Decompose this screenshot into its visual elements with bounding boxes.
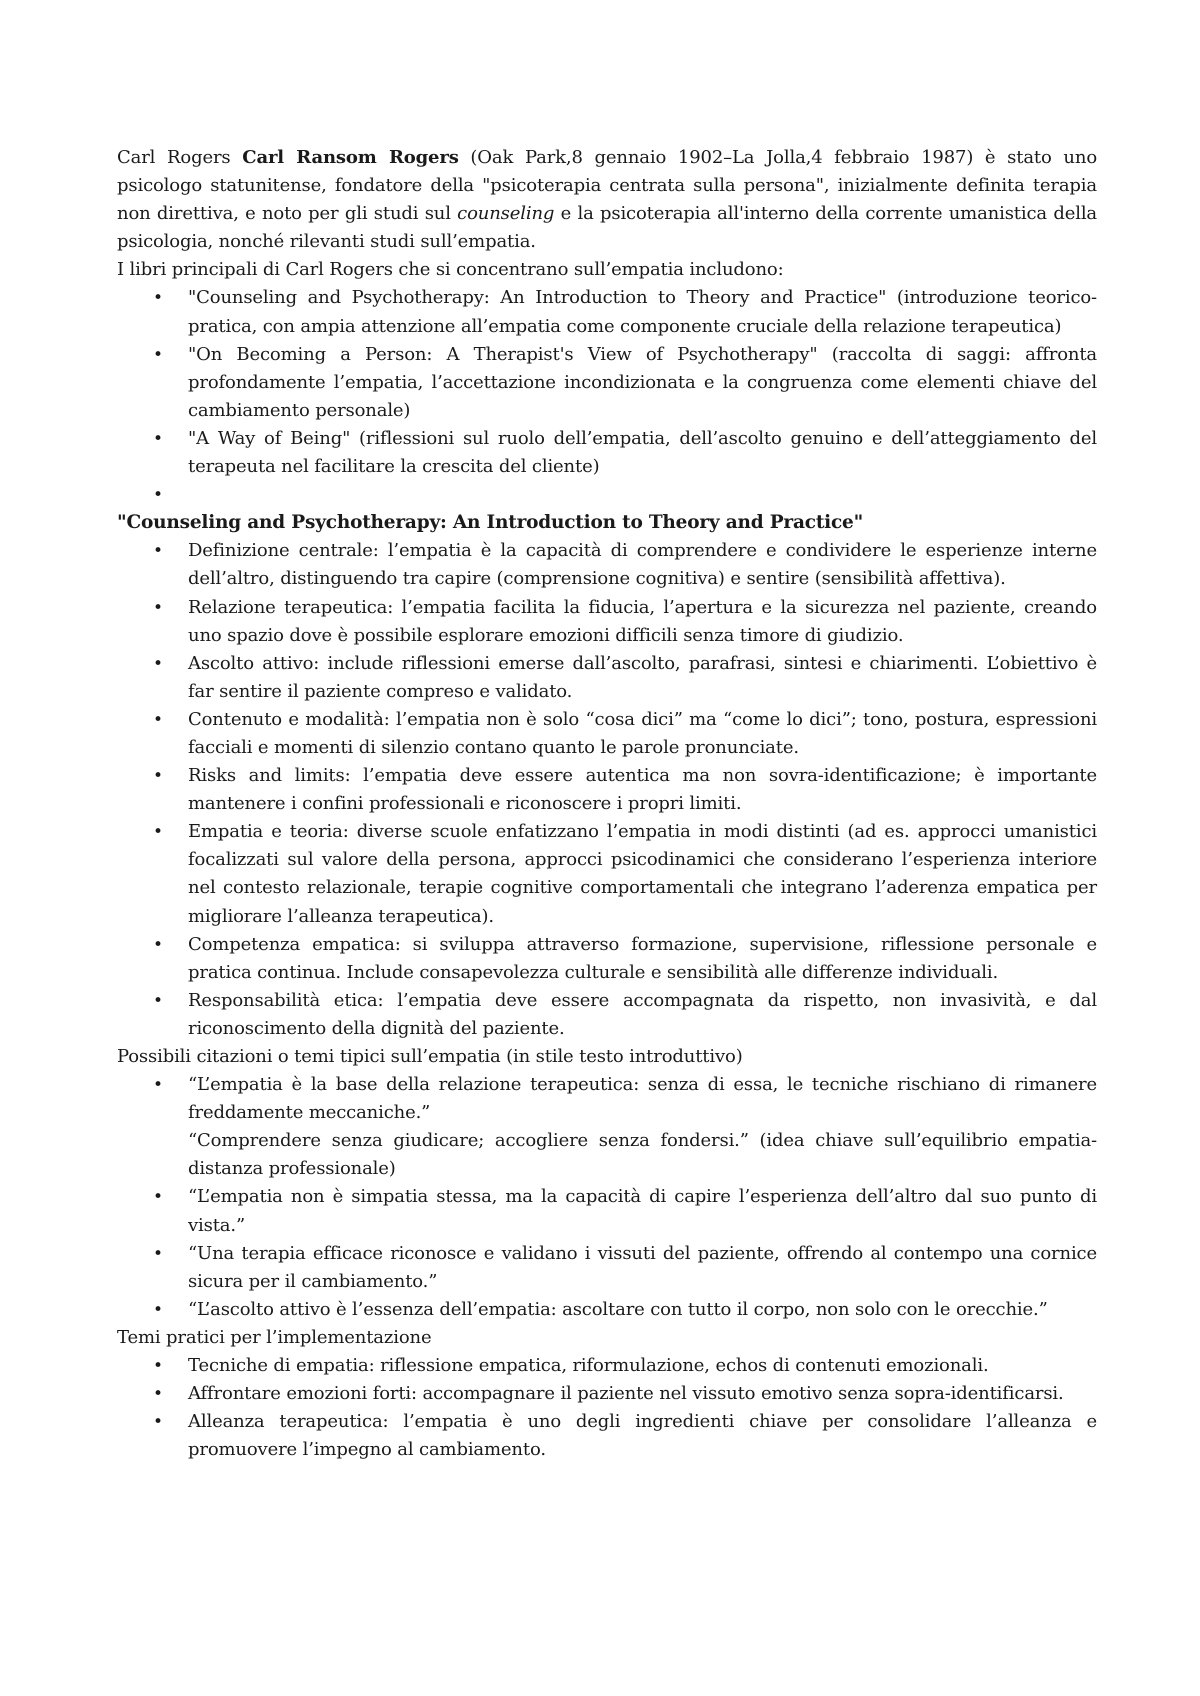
intro-text-a: (Oak Park,8 gennaio 1902–La Jolla,4 febbraio 1987) è stato uno psicologo statunitense, fondatore della "psicoterapia centrata sulla persona", inizialmente definita terapia non direttiva, e noto per gli studi sul: [117, 147, 1098, 225]
list-item: • Responsabilità etica: l’empatia deve essere accompagnata da rispetto, non invasività, e dal riconoscimento della dignità del paziente.: [188, 987, 1097, 1043]
list-item: • Definizione centrale: l’empatia è la capacità di comprendere e condividere le esperienze interne dell’altro, distinguendo tra capire (comprensione cognitiva) e sentire (sensibilità affettiva).: [188, 537, 1097, 593]
list-item: • Risks and limits: l’empatia deve essere autentica ma non sovra-identificazione; è importante mantenere i confini professionali e riconoscere i propri limiti.: [188, 762, 1097, 818]
document-page: [117, 144, 1097, 1464]
list-item: • "On Becoming a Person: A Therapist's View of Psychotherapy" (raccolta di saggi: affronta profondamente l’empatia, l’accettazione incondizionata e la congruenza come elementi chiave del cambiamento personale): [188, 341, 1097, 425]
intro-italic: counseling: [457, 203, 555, 225]
section-title: "Counseling and Psychotherapy: An Introduction to Theory and Practice": [117, 512, 864, 534]
intro-paragraph: [117, 144, 1097, 256]
list-item: [188, 1071, 1097, 1183]
list-item: • "Counseling and Psychotherapy: An Introduction to Theory and Practice" (introduzione teorico-pratica, con ampia attenzione all’empatia come componente cruciale della relazione terapeutica): [188, 284, 1097, 340]
section-list: [117, 537, 1097, 1043]
list-item: • Competenza empatica: si sviluppa attraverso formazione, supervisione, riflessione personale e pratica continua. Include consapevolezza culturale e sensibilità alle differenze individuali.: [188, 931, 1097, 987]
list-item: • Empatia e teoria: diverse scuole enfatizzano l’empatia in modi distinti (ad es. approcci umanistici focalizzati sul valore della persona, approcci psicodinamici che considerano l’esperienza interiore nel contesto relazionale, terapie cognitive comportamentali che integrano l’aderenza empatica per migliorare l’alleanza terapeutica).: [188, 818, 1097, 930]
list-item: • Relazione terapeutica: l’empatia facilita la fiducia, l’apertura e la sicurezza nel paziente, creando uno spazio dove è possibile esplorare emozioni difficili senza timore di giudizio.: [188, 594, 1097, 650]
intro-name: Carl Ransom Rogers: [242, 147, 459, 168]
intro-lead: Carl Rogers: [117, 147, 243, 168]
list-item: • Contenuto e modalità: l’empatia non è solo “cosa dici” ma “come lo dici”; tono, postura, espressioni facciali e momenti di silenzio contano quanto le parole pronunciate.: [188, 706, 1097, 762]
quotes-list: [117, 1071, 1097, 1324]
list-item: • “L’empatia non è simpatia stessa, ma la capacità di capire l’esperienza dell’altro dal suo punto di vista.”: [188, 1183, 1097, 1239]
intro-text-b: e la psicoterapia all'interno della corrente umanistica della psicologia, nonché rilevanti studi sull’empatia.: [117, 203, 1098, 253]
themes-list: [117, 1352, 1097, 1464]
list-item-empty: [188, 481, 1097, 509]
books-list: [117, 284, 1097, 509]
list-item: • “L’ascolto attivo è l’essenza dell’empatia: ascoltare con tutto il corpo, non solo con le orecchie.”: [188, 1296, 1097, 1324]
quotes-heading: Possibili citazioni o temi tipici sull’empatia (in stile testo introduttivo): [117, 1046, 743, 1067]
list-item: • “Una terapia efficace riconosce e validano i vissuti del paziente, offrendo al contempo una cornice sicura per il cambiamento.”: [188, 1240, 1097, 1296]
list-item: • "A Way of Being" (riflessioni sul ruolo dell’empatia, dell’ascolto genuino e dell’atteggiamento del terapeuta nel facilitare la crescita del cliente): [188, 425, 1097, 481]
books-heading: I libri principali di Carl Rogers che si concentrano sull’empatia includono:: [117, 259, 784, 281]
list-item: • Tecniche di empatia: riflessione empatica, riformulazione, echos di contenuti emozionali.: [188, 1352, 1097, 1380]
quote-first-b: “Comprendere senza giudicare; accogliere senza fondersi.” (idea chiave sull’equilibrio empatia-distanza professionale): [188, 1130, 1097, 1180]
quote-first-a: • “L’empatia è la base della relazione terapeutica: senza di essa, le tecniche rischiano di rimanere freddamente meccaniche.”: [188, 1074, 1097, 1124]
list-item: • Alleanza terapeutica: l’empatia è uno degli ingredienti chiave per consolidare l’alleanza e promuovere l’impegno al cambiamento.: [188, 1408, 1097, 1464]
list-item: • Affrontare emozioni forti: accompagnare il paziente nel vissuto emotivo senza sopra-identificarsi.: [188, 1380, 1097, 1408]
themes-heading: Temi pratici per l’implementazione: [117, 1326, 432, 1348]
list-item: • Ascolto attivo: include riflessioni emerse dall’ascolto, parafrasi, sintesi e chiarimenti. L’obiettivo è far sentire il paziente compreso e validato.: [188, 650, 1097, 706]
